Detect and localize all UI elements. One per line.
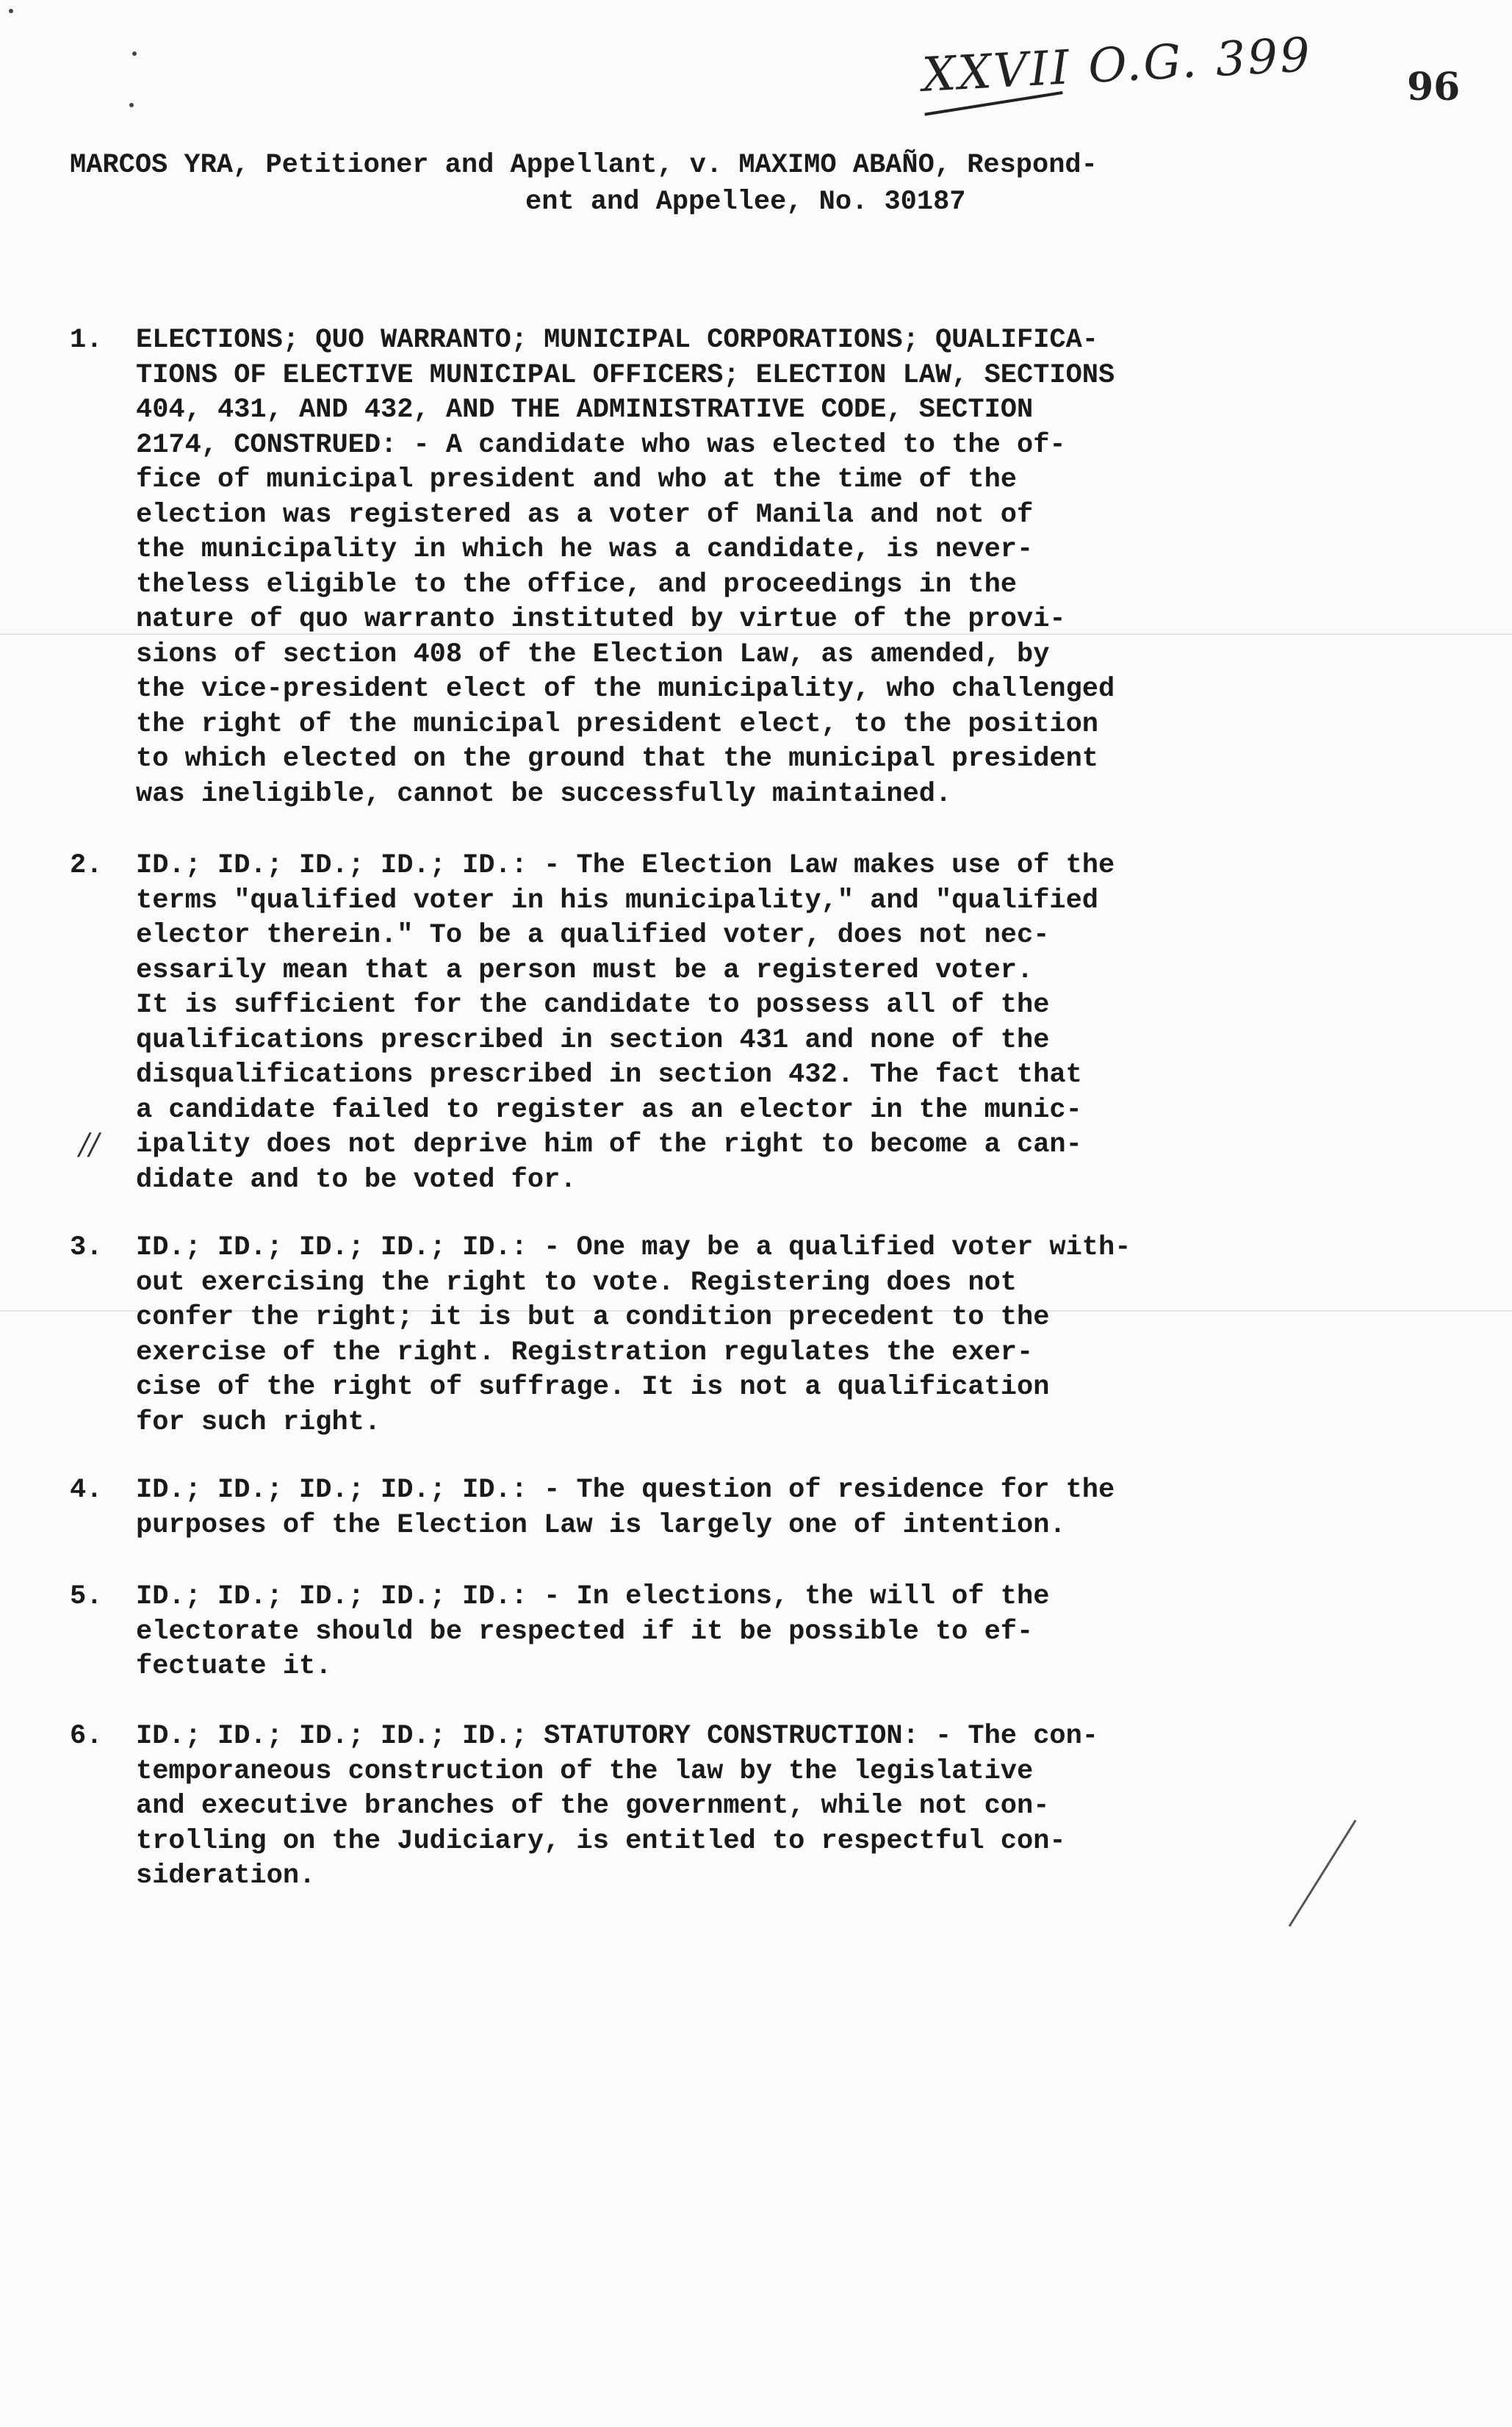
item-line: the vice-president elect of the municipality, who challenged <box>136 674 1115 705</box>
ink-speck <box>9 9 13 13</box>
pencil-stroke <box>1289 1820 1357 1927</box>
syllabus-item-1 <box>70 323 1115 812</box>
syllabus-item-2 <box>70 849 1115 1198</box>
item-line: a candidate failed to register as an elector in the munic- <box>136 1094 1082 1126</box>
item-number: 6. <box>70 1721 103 1752</box>
item-line: theless eligible to the office, and proceedings in the <box>136 569 1017 600</box>
handwritten-reference-text: XXVII O.G. 399 <box>921 28 1314 103</box>
item-line: purposes of the Election Law is largely one of intention. <box>136 1509 1066 1541</box>
item-line: ipality does not deprive him of the right to become a can- <box>136 1129 1082 1160</box>
item-line: electorate should be respected if it be possible to ef- <box>136 1616 1034 1647</box>
ink-speck <box>132 51 137 56</box>
item-line: to which elected on the ground that the municipal president <box>136 744 1099 774</box>
item-line: for such right. <box>136 1406 381 1438</box>
item-line: 404, 431, AND 432, AND THE ADMINISTRATIVE CODE, SECTION <box>136 395 1034 425</box>
item-line: ID.; ID.; ID.; ID.; ID.: - One may be a qualified voter with- <box>136 1232 1131 1263</box>
item-line: terms "qualified voter in his municipality," and "qualified <box>136 885 1099 916</box>
item-number: 1. <box>70 325 103 356</box>
syllabus-item-6 <box>70 1719 1098 1894</box>
item-line: the right of the municipal president elect, to the position <box>136 708 1099 740</box>
item-number: 2. <box>70 850 103 881</box>
item-line: sions of section 408 of the Election Law, as amended, by <box>136 639 1050 670</box>
item-line: exercise of the right. Registration regulates the exer- <box>136 1337 1034 1368</box>
item-line: the municipality in which he was a candidate, is never- <box>136 534 1034 565</box>
item-line: fectuate it. <box>136 1651 332 1682</box>
item-number: 5. <box>70 1581 103 1612</box>
item-number: 3. <box>70 1232 103 1263</box>
caption-line: ent and Appellee, No. 30187 <box>525 187 966 217</box>
item-number: 4. <box>70 1475 103 1506</box>
item-line: didate and to be voted for. <box>136 1164 577 1195</box>
item-line: elector therein." To be a qualified voter, does not nec- <box>136 920 1050 951</box>
caption-line: MARCOS YRA, Petitioner and Appellant, v. MAXIMO ABAÑO, Respond- <box>70 150 1098 181</box>
handwritten-reference <box>921 28 1313 103</box>
item-line: ID.; ID.; ID.; ID.; ID.: - In elections, the will of the <box>136 1581 1050 1612</box>
item-line: ELECTIONS; QUO WARRANTO; MUNICIPAL CORPORATIONS; QUALIFICA- <box>136 325 1099 356</box>
item-line: qualifications prescribed in section 431 and none of the <box>136 1024 1050 1056</box>
item-line: TIONS OF ELECTIVE MUNICIPAL OFFICERS; ELECTION LAW, SECTIONS <box>136 359 1115 391</box>
item-line: confer the right; it is but a condition precedent to the <box>136 1302 1050 1333</box>
item-line: trolling on the Judiciary, is entitled to respectful con- <box>136 1825 1066 1857</box>
item-line: It is sufficient for the candidate to possess all of the <box>136 990 1050 1021</box>
item-line: disqualifications prescribed in section 432. The fact that <box>136 1060 1082 1090</box>
item-line: election was registered as a voter of Manila and not of <box>136 499 1034 531</box>
item-line: and executive branches of the government, while not con- <box>136 1791 1050 1822</box>
item-line: ID.; ID.; ID.; ID.; ID.: - The Election Law makes use of the <box>136 850 1115 881</box>
item-line: essarily mean that a person must be a registered voter. <box>136 954 1034 986</box>
item-line: temporaneous construction of the law by the legislative <box>136 1755 1034 1787</box>
item-line: fice of municipal president and who at the time of the <box>136 464 1017 495</box>
syllabus-item-3 <box>70 1231 1131 1440</box>
page-number: 96 <box>1407 65 1461 109</box>
syllabus-item-4 <box>70 1473 1115 1543</box>
item-line: sideration. <box>136 1860 316 1891</box>
case-caption <box>70 147 1451 220</box>
item-line: was ineligible, cannot be successfully maintained. <box>136 778 952 810</box>
ink-speck <box>129 103 134 107</box>
item-line: out exercising the right to vote. Registering does not <box>136 1267 1017 1298</box>
item-line: ID.; ID.; ID.; ID.; ID.: - The question of residence for the <box>136 1475 1115 1506</box>
item-line: nature of quo warranto instituted by virtue of the provi- <box>136 604 1066 635</box>
item-line: ID.; ID.; ID.; ID.; ID.; STATUTORY CONSTRUCTION: - The con- <box>136 1721 1099 1752</box>
item-line: cise of the right of suffrage. It is not a qualification <box>136 1372 1050 1403</box>
margin-mark: // <box>79 1128 99 1162</box>
item-line: 2174, CONSTRUED: - A candidate who was elected to the of- <box>136 429 1066 461</box>
syllabus-item-5 <box>70 1580 1049 1685</box>
